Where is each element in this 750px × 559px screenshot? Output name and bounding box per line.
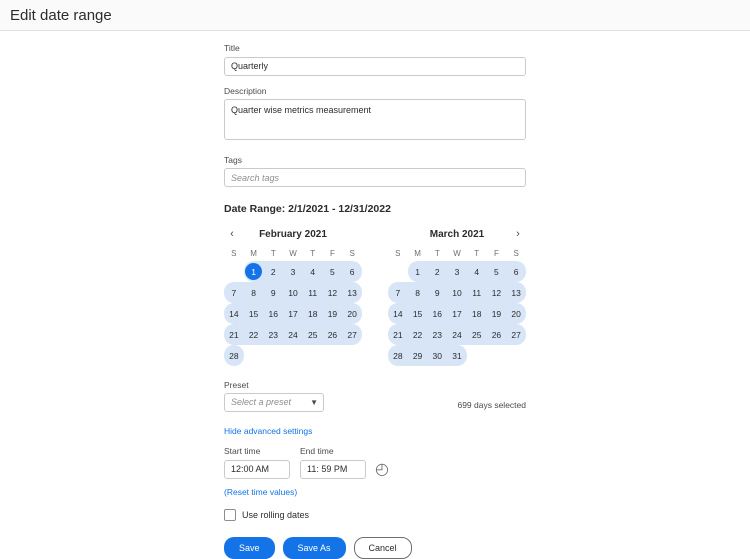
calendar-day[interactable]: [427, 282, 447, 303]
calendar-day[interactable]: [224, 282, 244, 303]
calendar-day[interactable]: [447, 324, 467, 345]
calendar-day[interactable]: [342, 324, 362, 345]
calendar-day-number: 23: [432, 329, 443, 340]
calendar-day[interactable]: [447, 345, 467, 366]
calendar-week-row: [224, 303, 362, 324]
calendar-day[interactable]: [263, 282, 283, 303]
end-time-group: [300, 446, 366, 479]
calendar-day[interactable]: [244, 324, 264, 345]
calendar-day-number: 15: [248, 308, 259, 319]
description-input[interactable]: [224, 99, 526, 140]
calendar-day-number: 7: [231, 287, 237, 298]
calendar-day-number: 29: [412, 350, 423, 361]
calendar-week-row: [224, 324, 362, 345]
calendar-day[interactable]: [408, 261, 428, 282]
tags-input[interactable]: [224, 168, 526, 187]
calendar-day[interactable]: [283, 261, 303, 282]
calendar-day-number: 14: [393, 308, 403, 319]
calendar-right-month: March: [429, 228, 460, 240]
day-of-week-header: S: [395, 249, 401, 258]
calendar-day[interactable]: [467, 261, 487, 282]
calendar-day[interactable]: [224, 324, 244, 345]
calendar-day[interactable]: [323, 282, 343, 303]
calendar-day-number: 2: [434, 266, 440, 277]
chevron-down-icon: ▼: [310, 398, 318, 407]
calendar-day-number: 19: [491, 308, 502, 319]
start-time-input[interactable]: [224, 460, 290, 479]
page-title: Edit date range: [10, 6, 112, 24]
calendar-right-grid: [388, 261, 526, 366]
day-of-week-header: W: [289, 249, 297, 258]
calendar-day-number: 1: [245, 263, 262, 280]
calendar-day-number: 2: [270, 266, 276, 277]
calendar-day-number: 21: [393, 329, 403, 340]
calendar-day-number: 6: [513, 266, 519, 277]
calendar-week-row: [388, 303, 526, 324]
day-of-week-header: M: [250, 249, 257, 258]
cancel-button[interactable]: Cancel: [354, 537, 412, 559]
calendar-day[interactable]: [447, 303, 467, 324]
calendar-day-empty: [283, 345, 303, 366]
calendar-week-row: [388, 282, 526, 303]
calendar-day-number: 9: [270, 287, 276, 298]
calendar-day-number: 12: [491, 287, 502, 298]
calendar-day-number: 15: [412, 308, 423, 319]
calendar-day-number: 16: [268, 308, 279, 319]
calendar-day[interactable]: [388, 324, 408, 345]
days-selected-label: 699 days selected: [457, 400, 526, 410]
calendar-day[interactable]: [342, 282, 362, 303]
calendar-left-header: [224, 225, 362, 243]
prev-month-button[interactable]: ‹: [230, 228, 234, 240]
day-of-week-header: S: [513, 249, 519, 258]
calendar-day-number: 18: [307, 308, 318, 319]
calendar-day[interactable]: [427, 303, 447, 324]
calendar-day-number: 27: [347, 329, 357, 340]
calendar-week-row: [224, 282, 362, 303]
calendar-day[interactable]: [427, 324, 447, 345]
calendar-day-number: 16: [432, 308, 443, 319]
preset-select-value: Select a preset: [224, 393, 324, 412]
calendar-day[interactable]: [244, 303, 264, 324]
calendar-day-number: 4: [310, 266, 316, 277]
title-field-group: [224, 43, 526, 76]
day-of-week-header: S: [349, 249, 355, 258]
calendar-day-empty: [388, 261, 408, 282]
use-rolling-dates-checkbox[interactable]: [224, 509, 236, 521]
calendar-day-empty: [506, 345, 526, 366]
calendar-day[interactable]: [244, 261, 264, 282]
calendar-day[interactable]: [323, 303, 343, 324]
calendar-day[interactable]: [408, 345, 428, 366]
calendar-day-number: 19: [327, 308, 338, 319]
calendar-day[interactable]: [263, 324, 283, 345]
calendar-day-empty: [224, 261, 244, 282]
calendar-day-number: 8: [251, 287, 256, 298]
calendar-day-number: 20: [347, 308, 357, 319]
calendar-day[interactable]: [388, 303, 408, 324]
calendar-day[interactable]: [427, 261, 447, 282]
calendar-day-number: 28: [229, 350, 239, 361]
calendar-day[interactable]: [283, 303, 303, 324]
calendar-day[interactable]: [487, 261, 507, 282]
calendar-day-number: 3: [290, 266, 296, 277]
calendar-day-number: 28: [393, 350, 403, 361]
calendar-day[interactable]: [303, 282, 323, 303]
calendar-left-title: [240, 229, 346, 240]
calendar-day-empty: [263, 345, 283, 366]
preset-row: [224, 380, 526, 412]
page-header: [0, 0, 750, 31]
day-of-week-header: T: [474, 249, 480, 258]
calendar-day-number: 31: [452, 350, 462, 361]
title-input[interactable]: [224, 57, 526, 76]
calendar-day[interactable]: [506, 324, 526, 345]
edit-date-range-form: [224, 31, 526, 559]
calendar-day[interactable]: [342, 303, 362, 324]
calendar-day-number: 17: [452, 308, 462, 319]
calendar-day-number: 1: [415, 266, 420, 277]
day-of-week-header: W: [453, 249, 461, 258]
calendar-left-grid: [224, 261, 362, 366]
use-rolling-dates-label: Use rolling dates: [242, 509, 310, 520]
calendar-day[interactable]: [283, 282, 303, 303]
calendar-day-number: 21: [229, 329, 239, 340]
calendar-day[interactable]: [283, 324, 303, 345]
calendar-day[interactable]: [323, 261, 343, 282]
calendar-day-number: 5: [494, 266, 499, 277]
calendar-day[interactable]: [487, 282, 507, 303]
calendar-day[interactable]: [506, 261, 526, 282]
end-time-label: End time: [300, 446, 334, 456]
next-month-button[interactable]: ›: [516, 228, 520, 240]
calendar-day-number: 5: [330, 266, 335, 277]
calendar-day[interactable]: [263, 261, 283, 282]
day-of-week-header: F: [493, 249, 499, 258]
calendar-day[interactable]: [303, 303, 323, 324]
tags-label: Tags: [224, 154, 242, 165]
day-of-week-header: T: [434, 249, 440, 258]
calendar-day-number: 11: [472, 287, 482, 298]
calendar-day-empty: [244, 345, 264, 366]
calendar-day-number: 25: [471, 329, 482, 340]
calendar-day-empty: [467, 345, 487, 366]
calendar-day[interactable]: [342, 261, 362, 282]
calendar-week-row: [224, 345, 362, 366]
calendar-week-row: [224, 261, 362, 282]
calendar-left-dow-row: [224, 247, 362, 261]
calendar-day[interactable]: [388, 345, 408, 366]
calendar-day-number: 3: [454, 266, 460, 277]
calendar-day[interactable]: [487, 303, 507, 324]
calendar-day[interactable]: [487, 324, 507, 345]
form-actions: [224, 537, 526, 559]
end-time-input[interactable]: [300, 460, 366, 479]
calendar-day-number: 24: [288, 329, 298, 340]
use-rolling-dates-row[interactable]: [224, 509, 526, 521]
calendar-day[interactable]: [224, 345, 244, 366]
calendar-day[interactable]: [408, 282, 428, 303]
day-of-week-header: F: [329, 249, 335, 258]
description-label: Description: [224, 85, 267, 96]
calendar-day[interactable]: [303, 261, 323, 282]
calendar-day[interactable]: [447, 282, 467, 303]
day-of-week-header: T: [270, 249, 276, 258]
calendar-day[interactable]: [467, 324, 487, 345]
calendar-february: [224, 225, 362, 366]
calendar-day-number: 10: [452, 287, 462, 298]
calendar-day-number: 30: [432, 350, 443, 361]
calendar-day[interactable]: [408, 303, 428, 324]
calendar-right-year: 2021: [461, 228, 485, 240]
day-of-week-header: T: [310, 249, 316, 258]
calendar-day-number: 6: [349, 266, 355, 277]
calendar-day[interactable]: [408, 324, 428, 345]
calendar-week-row: [388, 345, 526, 366]
time-row: [224, 446, 526, 479]
calendar-day-number: 24: [452, 329, 462, 340]
reset-time-values-link[interactable]: (Reset time values): [224, 486, 298, 497]
calendar-day-number: 22: [412, 329, 423, 340]
calendar-week-row: [388, 324, 526, 345]
calendar-right-header: [388, 225, 526, 243]
save-as-button[interactable]: Save As: [283, 537, 346, 559]
start-time-group: [224, 446, 290, 479]
preset-select[interactable]: [224, 393, 324, 412]
calendar-day-empty: [323, 345, 343, 366]
day-of-week-header: S: [231, 249, 237, 258]
toggle-advanced-settings-link[interactable]: Hide advanced settings: [224, 426, 313, 436]
calendar-day-number: 23: [268, 329, 279, 340]
description-field-group: [224, 86, 526, 145]
day-of-week-header: M: [414, 249, 421, 258]
calendar-day-number: 26: [327, 329, 338, 340]
calendar-day-number: 11: [308, 287, 318, 298]
calendar-march: [388, 225, 526, 366]
save-button[interactable]: Save: [224, 537, 275, 559]
calendar-right-dow-row: [388, 247, 526, 261]
preset-label: Preset: [224, 380, 249, 390]
calendar-day-empty: [303, 345, 323, 366]
calendar-left-month: February: [259, 228, 302, 240]
calendar-day-number: 7: [395, 287, 401, 298]
calendar-day-number: 25: [307, 329, 318, 340]
date-range-heading: Date Range: 2/1/2021 - 12/31/2022: [224, 203, 391, 215]
calendar-day-empty: [487, 345, 507, 366]
calendar-day[interactable]: [323, 324, 343, 345]
calendar-day-number: 12: [327, 287, 338, 298]
calendar-day-number: 4: [474, 266, 480, 277]
calendar-day[interactable]: [427, 345, 447, 366]
calendars: [224, 225, 526, 366]
title-label: Title: [224, 43, 240, 53]
clock-icon: ◴: [375, 461, 389, 478]
calendar-day[interactable]: [224, 303, 244, 324]
calendar-day-number: 9: [434, 287, 440, 298]
calendar-day-number: 22: [248, 329, 259, 340]
preset-field-group: [224, 380, 324, 412]
calendar-day[interactable]: [467, 303, 487, 324]
tags-field-group: [224, 155, 526, 188]
calendar-day[interactable]: [244, 282, 264, 303]
calendar-day-number: 20: [511, 308, 521, 319]
calendar-day-number: 13: [347, 287, 357, 298]
calendar-day-number: 18: [471, 308, 482, 319]
calendar-day[interactable]: [467, 282, 487, 303]
calendar-day[interactable]: [447, 261, 467, 282]
calendar-day-empty: [342, 345, 362, 366]
calendar-day[interactable]: [388, 282, 408, 303]
calendar-day[interactable]: [506, 303, 526, 324]
start-time-label: Start time: [224, 446, 261, 456]
calendar-left-year: 2021: [304, 228, 327, 240]
calendar-right-title: [404, 229, 510, 240]
calendar-day-number: 27: [511, 329, 521, 340]
calendar-day-number: 10: [288, 287, 298, 298]
calendar-week-row: [388, 261, 526, 282]
calendar-day[interactable]: [506, 282, 526, 303]
calendar-day-number: 13: [511, 287, 521, 298]
calendar-day-number: 8: [415, 287, 420, 298]
calendar-day-number: 26: [491, 329, 502, 340]
calendar-day[interactable]: [303, 324, 323, 345]
calendar-day-number: 17: [288, 308, 298, 319]
calendar-day[interactable]: [263, 303, 283, 324]
calendar-day-number: 14: [229, 308, 239, 319]
